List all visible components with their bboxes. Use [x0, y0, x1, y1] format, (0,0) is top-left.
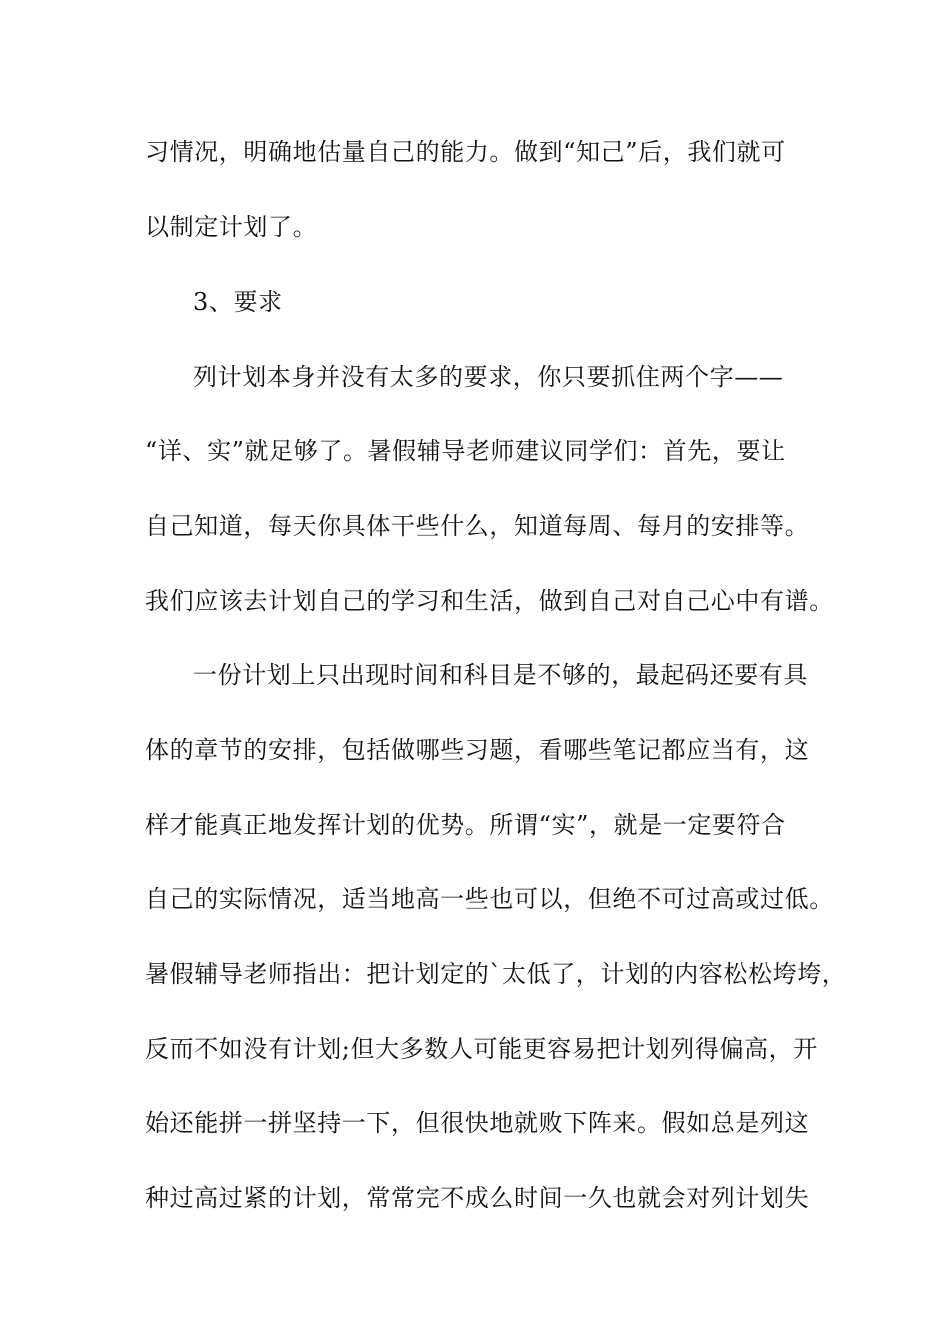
text-line: 自己的实际情况，适当地高一些也可以，但绝不可过高或过低。 — [145, 885, 834, 913]
text-line: 体的章节的安排，包括做哪些习题，看哪些笔记都应当有，这 — [145, 736, 810, 764]
text-line: 一份计划上只出现时间和科目是不够的，最起码还要有具 — [193, 661, 808, 689]
text-line: 暑假辅导老师指出：把计划定的`太低了，计划的内容松松垮垮， — [145, 960, 847, 988]
text-line: 习情况，明确地估量自己的能力。做到“知己”后，我们就可 — [145, 138, 786, 166]
text-line: 自己知道，每天你具体干些什么，知道每周、每月的安排等。 — [145, 512, 810, 540]
text-line: 列计划本身并没有太多的要求，你只要抓住两个字—— — [193, 363, 784, 391]
section-heading: 3、要求 — [193, 288, 283, 316]
text-line: 我们应该去计划自己的学习和生活，做到自己对自己心中有谱。 — [145, 587, 834, 615]
text-line: “详、实”就足够了。暑假辅导老师建议同学们：首先，要让 — [145, 437, 786, 465]
text-line: 始还能拼一拼坚持一下，但很快地就败下阵来。假如总是列这 — [145, 1109, 810, 1137]
text-line: 以制定计划了。 — [145, 213, 318, 241]
text-line: 反而不如没有计划;但大多数人可能更容易把计划列得偏高，开 — [145, 1035, 818, 1063]
text-line: 种过高过紧的计划，常常完不成么时间一久也就会对列计划失 — [145, 1184, 810, 1212]
text-line: 样才能真正地发挥计划的优势。所谓“实”，就是一定要符合 — [145, 811, 786, 839]
